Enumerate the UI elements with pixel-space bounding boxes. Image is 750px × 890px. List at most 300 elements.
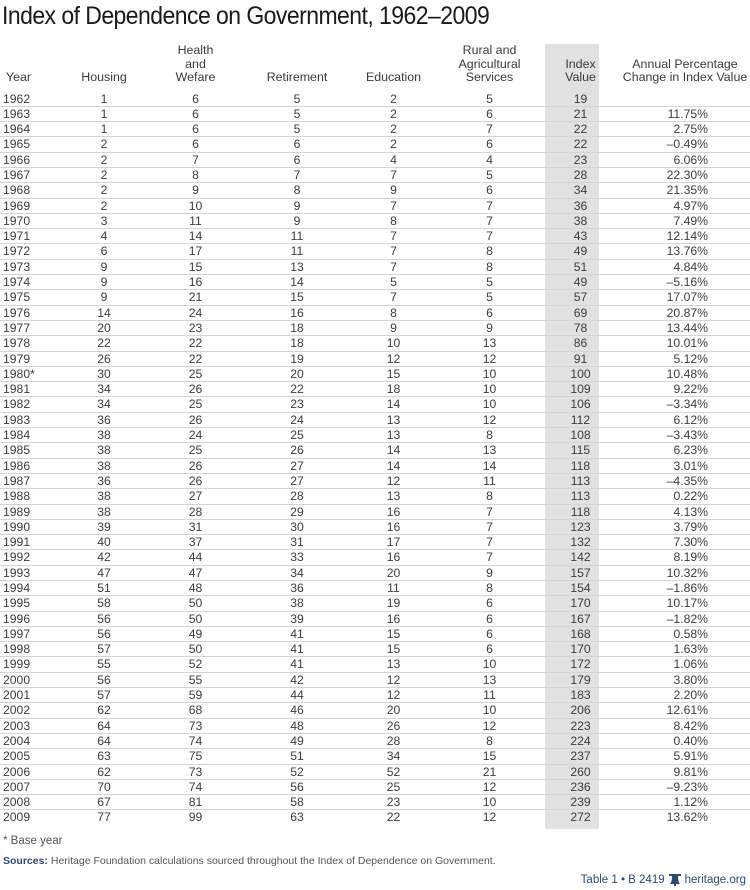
cell-health-welfare: 16 xyxy=(146,275,245,290)
cell-index-value: 223 xyxy=(541,718,620,733)
cell-year: 2003 xyxy=(0,718,62,733)
cell-retirement: 19 xyxy=(245,351,349,366)
cell-retirement: 29 xyxy=(245,504,349,519)
cell-rural-agricultural: 7 xyxy=(438,519,541,534)
cell-index-value: 154 xyxy=(541,581,620,596)
cell-education: 20 xyxy=(349,703,438,718)
cell-education: 2 xyxy=(349,106,438,121)
cell-rural-agricultural: 11 xyxy=(438,473,541,488)
cell-annual-change: –4.35% xyxy=(620,473,750,488)
cell-health-welfare: 6 xyxy=(146,137,245,152)
cell-year: 1975 xyxy=(0,290,62,305)
table-row xyxy=(0,305,750,320)
cell-housing: 67 xyxy=(62,795,146,810)
cell-annual-change: 5.91% xyxy=(620,749,750,764)
cell-education: 13 xyxy=(349,428,438,443)
cell-health-welfare: 68 xyxy=(146,703,245,718)
cell-health-welfare: 9 xyxy=(146,183,245,198)
table-row xyxy=(0,535,750,550)
cell-year: 1963 xyxy=(0,106,62,121)
cell-index-value: 224 xyxy=(541,733,620,748)
table-row xyxy=(0,412,750,427)
cell-health-welfare: 37 xyxy=(146,535,245,550)
cell-rural-agricultural: 21 xyxy=(438,764,541,779)
cell-index-value: 170 xyxy=(541,596,620,611)
cell-retirement: 51 xyxy=(245,749,349,764)
cell-health-welfare: 8 xyxy=(146,167,245,182)
cell-year: 2000 xyxy=(0,672,62,687)
cell-education: 5 xyxy=(349,275,438,290)
cell-rural-agricultural: 13 xyxy=(438,336,541,351)
cell-index-value: 168 xyxy=(541,626,620,641)
cell-health-welfare: 99 xyxy=(188,810,203,825)
cell-housing: 57 xyxy=(62,688,146,703)
cell-health-welfare: 22 xyxy=(146,336,245,351)
cell-retirement: 5 xyxy=(245,122,349,137)
cell-health-welfare: 6 xyxy=(146,92,245,107)
cell-health-welfare: 25 xyxy=(146,443,245,458)
cell-index-value: 21 xyxy=(541,106,620,121)
cell-year: 1971 xyxy=(0,229,62,244)
table-row xyxy=(0,336,750,351)
cell-health-welfare: 52 xyxy=(146,657,245,672)
table-row xyxy=(0,106,750,121)
cell-rural-agricultural: 12 xyxy=(438,779,541,794)
cell-education: 14 xyxy=(349,397,438,412)
cell-health-welfare: 17 xyxy=(146,244,245,259)
cell-index-value: 260 xyxy=(541,764,620,779)
cell-health-welfare: 10 xyxy=(146,198,245,213)
cell-retirement: 49 xyxy=(245,733,349,748)
cell-year: 2009 xyxy=(3,810,31,825)
cell-index-value: 23 xyxy=(541,152,620,167)
cell-retirement: 31 xyxy=(245,535,349,550)
table-row xyxy=(0,779,750,794)
col-header-rural-agricultural: Rural and Agricultural Services xyxy=(458,43,521,84)
cell-education: 14 xyxy=(349,443,438,458)
cell-index-value: 109 xyxy=(541,382,620,397)
cell-rural-agricultural: 10 xyxy=(438,657,541,672)
cell-index-value: 86 xyxy=(541,336,620,351)
table-reference: Table 1 • B 2419 xyxy=(580,874,665,886)
cell-annual-change: 0.40% xyxy=(620,733,750,748)
cell-health-welfare: 49 xyxy=(146,626,245,641)
table-row xyxy=(0,259,750,274)
table-row xyxy=(0,688,750,703)
cell-housing: 38 xyxy=(62,458,146,473)
cell-index-value: 100 xyxy=(541,366,620,381)
cell-housing: 63 xyxy=(62,749,146,764)
cell-retirement: 38 xyxy=(245,596,349,611)
cell-retirement: 41 xyxy=(245,642,349,657)
cell-education: 9 xyxy=(349,320,438,335)
cell-housing: 57 xyxy=(62,642,146,657)
cell-rural-agricultural: 8 xyxy=(438,581,541,596)
cell-rural-agricultural: 10 xyxy=(438,703,541,718)
base-year-note: * Base year xyxy=(3,835,63,847)
cell-annual-change: 13.62% xyxy=(666,810,708,825)
table-row xyxy=(0,198,750,213)
cell-annual-change: 10.32% xyxy=(620,565,750,580)
cell-health-welfare: 15 xyxy=(146,259,245,274)
cell-rural-agricultural: 10 xyxy=(438,795,541,810)
cell-annual-change: 7.49% xyxy=(620,213,750,228)
col-header-education: Education xyxy=(365,70,422,84)
cell-annual-change: –1.82% xyxy=(620,611,750,626)
cell-annual-change: 0.58% xyxy=(620,626,750,641)
cell-health-welfare: 75 xyxy=(146,749,245,764)
cell-annual-change: 5.12% xyxy=(620,351,750,366)
cell-health-welfare: 21 xyxy=(146,290,245,305)
cell-year: 1967 xyxy=(0,167,62,182)
cell-annual-change: 12.61% xyxy=(620,703,750,718)
cell-annual-change: 11.75% xyxy=(620,106,750,121)
cell-rural-agricultural: 7 xyxy=(438,122,541,137)
cell-year: 1974 xyxy=(0,275,62,290)
cell-rural-agricultural: 12 xyxy=(438,412,541,427)
cell-year: 2002 xyxy=(0,703,62,718)
table-row xyxy=(0,167,750,182)
cell-education: 23 xyxy=(349,795,438,810)
cell-education: 7 xyxy=(349,198,438,213)
cell-index-value: 51 xyxy=(541,259,620,274)
table-row xyxy=(0,596,750,611)
cell-rural-agricultural: 5 xyxy=(438,92,541,107)
cell-annual-change: 21.35% xyxy=(620,183,750,198)
cell-year: 1998 xyxy=(0,642,62,657)
cell-education: 7 xyxy=(349,229,438,244)
cell-retirement: 25 xyxy=(245,428,349,443)
table-row xyxy=(0,320,750,335)
cell-education: 11 xyxy=(349,581,438,596)
cell-education: 2 xyxy=(349,122,438,137)
cell-health-welfare: 74 xyxy=(146,733,245,748)
cell-year: 1985 xyxy=(0,443,62,458)
table-row xyxy=(0,229,750,244)
cell-rural-agricultural: 7 xyxy=(438,213,541,228)
cell-year: 2004 xyxy=(0,733,62,748)
table-row xyxy=(0,92,750,107)
cell-retirement: 22 xyxy=(245,382,349,397)
cell-rural-agricultural: 13 xyxy=(438,672,541,687)
cell-year: 1981 xyxy=(0,382,62,397)
cell-education: 16 xyxy=(349,504,438,519)
cell-education: 26 xyxy=(349,718,438,733)
cell-index-value: 91 xyxy=(541,351,620,366)
cell-housing: 36 xyxy=(62,473,146,488)
cell-index-value: 43 xyxy=(541,229,620,244)
cell-index-value: 49 xyxy=(541,275,620,290)
cell-annual-change: 1.12% xyxy=(620,795,750,810)
table-row xyxy=(0,428,750,443)
cell-health-welfare: 50 xyxy=(146,611,245,626)
cell-housing: 1 xyxy=(62,92,146,107)
cell-housing: 62 xyxy=(62,703,146,718)
table-row xyxy=(0,366,750,381)
cell-retirement: 16 xyxy=(245,305,349,320)
cell-annual-change: 2.20% xyxy=(620,688,750,703)
cell-health-welfare: 6 xyxy=(146,106,245,121)
table-row xyxy=(0,489,750,504)
cell-rural-agricultural: 6 xyxy=(438,611,541,626)
cell-index-value: 167 xyxy=(541,611,620,626)
cell-retirement: 27 xyxy=(245,473,349,488)
cell-index-value: 206 xyxy=(541,703,620,718)
cell-rural-agricultural: 6 xyxy=(438,305,541,320)
cell-year: 1982 xyxy=(0,397,62,412)
cell-housing: 2 xyxy=(62,167,146,182)
cell-year: 1973 xyxy=(0,259,62,274)
cell-education: 22 xyxy=(386,810,401,825)
cell-housing: 1 xyxy=(62,106,146,121)
table-row xyxy=(0,626,750,641)
cell-health-welfare: 25 xyxy=(146,366,245,381)
table-row xyxy=(0,443,750,458)
cell-health-welfare: 23 xyxy=(146,320,245,335)
cell-education: 16 xyxy=(349,519,438,534)
cell-rural-agricultural: 8 xyxy=(438,259,541,274)
table-row xyxy=(0,244,750,259)
cell-annual-change: 22.30% xyxy=(620,167,750,182)
cell-housing: 9 xyxy=(62,259,146,274)
table-row xyxy=(0,183,750,198)
cell-retirement: 30 xyxy=(245,519,349,534)
cell-year: 1997 xyxy=(0,626,62,641)
cell-retirement: 11 xyxy=(245,244,349,259)
cell-education: 13 xyxy=(349,657,438,672)
sources-note xyxy=(3,855,496,867)
cell-year: 2001 xyxy=(0,688,62,703)
cell-health-welfare: 24 xyxy=(146,305,245,320)
cell-annual-change: –5.16% xyxy=(620,275,750,290)
cell-health-welfare: 22 xyxy=(146,351,245,366)
cell-retirement: 7 xyxy=(245,167,349,182)
cell-health-welfare: 55 xyxy=(146,672,245,687)
cell-year: 1968 xyxy=(0,183,62,198)
cell-annual-change: 17.07% xyxy=(620,290,750,305)
cell-year: 1979 xyxy=(0,351,62,366)
cell-education: 17 xyxy=(349,535,438,550)
cell-rural-agricultural: 12 xyxy=(438,351,541,366)
cell-annual-change: –3.34% xyxy=(620,397,750,412)
cell-rural-agricultural: 8 xyxy=(438,733,541,748)
cell-health-welfare: 48 xyxy=(146,581,245,596)
cell-rural-agricultural: 8 xyxy=(438,428,541,443)
cell-housing: 77 xyxy=(97,810,111,825)
cell-index-value: 22 xyxy=(541,137,620,152)
cell-retirement: 52 xyxy=(245,764,349,779)
cell-retirement: 28 xyxy=(245,489,349,504)
cell-rural-agricultural: 6 xyxy=(438,642,541,657)
table-row xyxy=(0,749,750,764)
cell-year: 1991 xyxy=(0,535,62,550)
cell-education: 34 xyxy=(349,749,438,764)
table-row xyxy=(0,718,750,733)
cell-year: 1986 xyxy=(0,458,62,473)
cell-education: 14 xyxy=(349,458,438,473)
cell-health-welfare: 73 xyxy=(146,764,245,779)
cell-housing: 20 xyxy=(62,320,146,335)
table-row xyxy=(0,504,750,519)
cell-year: 1980* xyxy=(0,366,62,381)
cell-annual-change: 4.84% xyxy=(620,259,750,274)
cell-rural-agricultural: 6 xyxy=(438,626,541,641)
cell-retirement: 46 xyxy=(245,703,349,718)
table-row xyxy=(0,672,750,687)
table-title: Index of Dependence on Government, 1962–2009 xyxy=(2,2,490,30)
cell-index-value: 38 xyxy=(541,213,620,228)
cell-health-welfare: 74 xyxy=(146,779,245,794)
cell-rural-agricultural: 8 xyxy=(438,244,541,259)
cell-housing: 42 xyxy=(62,550,146,565)
cell-year: 1993 xyxy=(0,565,62,580)
cell-annual-change: –0.49% xyxy=(620,137,750,152)
cell-rural-agricultural: 6 xyxy=(438,596,541,611)
cell-housing: 36 xyxy=(62,412,146,427)
cell-education: 15 xyxy=(349,642,438,657)
cell-index-value: 106 xyxy=(541,397,620,412)
cell-index-value: 157 xyxy=(541,565,620,580)
cell-annual-change: 3.80% xyxy=(620,672,750,687)
cell-year: 1969 xyxy=(0,198,62,213)
cell-rural-agricultural: 12 xyxy=(438,718,541,733)
cell-education: 9 xyxy=(349,183,438,198)
table-row xyxy=(0,275,750,290)
table-row xyxy=(0,764,750,779)
cell-annual-change: –9.23% xyxy=(620,779,750,794)
cell-housing: 1 xyxy=(62,122,146,137)
cell-health-welfare: 14 xyxy=(146,229,245,244)
cell-retirement: 41 xyxy=(245,657,349,672)
cell-annual-change xyxy=(620,92,750,107)
table-row xyxy=(0,550,750,565)
cell-rural-agricultural: 11 xyxy=(438,688,541,703)
table-row xyxy=(0,565,750,580)
cell-housing: 4 xyxy=(62,229,146,244)
cell-retirement: 56 xyxy=(245,779,349,794)
table-row xyxy=(0,122,750,137)
cell-retirement: 14 xyxy=(245,275,349,290)
cell-housing: 38 xyxy=(62,489,146,504)
cell-index-value: 272 xyxy=(570,810,591,825)
cell-year: 1972 xyxy=(0,244,62,259)
cell-index-value: 170 xyxy=(541,642,620,657)
cell-health-welfare: 26 xyxy=(146,473,245,488)
cell-retirement: 63 xyxy=(290,810,304,825)
cell-education: 8 xyxy=(349,213,438,228)
cell-year: 2007 xyxy=(0,779,62,794)
cell-rural-agricultural: 8 xyxy=(438,489,541,504)
cell-housing: 9 xyxy=(62,275,146,290)
cell-health-welfare: 50 xyxy=(146,642,245,657)
cell-housing: 56 xyxy=(62,672,146,687)
cell-index-value: 36 xyxy=(541,198,620,213)
cell-education: 20 xyxy=(349,565,438,580)
table-row xyxy=(0,519,750,534)
cell-index-value: 28 xyxy=(541,167,620,182)
table-row xyxy=(0,581,750,596)
cell-year: 1996 xyxy=(0,611,62,626)
cell-education: 2 xyxy=(349,92,438,107)
heritage-link[interactable]: heritage.org xyxy=(684,874,746,886)
cell-health-welfare: 47 xyxy=(146,565,245,580)
cell-annual-change: 10.17% xyxy=(620,596,750,611)
cell-rural-agricultural: 12 xyxy=(482,810,497,825)
cell-annual-change: 0.22% xyxy=(620,489,750,504)
cell-rural-agricultural: 10 xyxy=(438,366,541,381)
cell-year: 1984 xyxy=(0,428,62,443)
cell-education: 8 xyxy=(349,305,438,320)
cell-education: 2 xyxy=(349,137,438,152)
cell-education: 28 xyxy=(349,733,438,748)
cell-rural-agricultural: 13 xyxy=(438,443,541,458)
cell-index-value: 183 xyxy=(541,688,620,703)
cell-housing: 30 xyxy=(62,366,146,381)
cell-health-welfare: 25 xyxy=(146,397,245,412)
cell-rural-agricultural: 7 xyxy=(438,198,541,213)
cell-education: 12 xyxy=(349,473,438,488)
header-row xyxy=(0,44,750,92)
cell-annual-change: 4.97% xyxy=(620,198,750,213)
cell-index-value: 142 xyxy=(541,550,620,565)
cell-year: 1989 xyxy=(0,504,62,519)
cell-housing: 62 xyxy=(62,764,146,779)
cell-health-welfare: 28 xyxy=(146,504,245,519)
cell-index-value: 19 xyxy=(541,92,620,107)
cell-education: 7 xyxy=(349,259,438,274)
cell-year: 1994 xyxy=(0,581,62,596)
liberty-bell-icon xyxy=(669,874,681,886)
cell-retirement: 24 xyxy=(245,412,349,427)
cell-housing: 14 xyxy=(62,305,146,320)
cell-education: 15 xyxy=(349,366,438,381)
table-row xyxy=(0,703,750,718)
cell-education: 52 xyxy=(349,764,438,779)
cell-year: 1977 xyxy=(0,320,62,335)
cell-health-welfare: 24 xyxy=(146,428,245,443)
table-row xyxy=(0,733,750,748)
cell-year: 1976 xyxy=(0,305,62,320)
cell-housing: 47 xyxy=(62,565,146,580)
cell-retirement: 15 xyxy=(245,290,349,305)
cell-housing: 40 xyxy=(62,535,146,550)
cell-index-value: 78 xyxy=(541,320,620,335)
cell-retirement: 20 xyxy=(245,366,349,381)
cell-retirement: 9 xyxy=(245,198,349,213)
footer-credit xyxy=(581,874,746,886)
cell-health-welfare: 11 xyxy=(146,213,245,228)
cell-retirement: 5 xyxy=(245,106,349,121)
cell-retirement: 8 xyxy=(245,183,349,198)
cell-index-value: 239 xyxy=(541,795,620,810)
cell-education: 13 xyxy=(349,489,438,504)
cell-housing: 26 xyxy=(62,351,146,366)
cell-housing: 58 xyxy=(62,596,146,611)
cell-health-welfare: 73 xyxy=(146,718,245,733)
cell-rural-agricultural: 9 xyxy=(438,565,541,580)
cell-housing: 2 xyxy=(62,137,146,152)
table-row xyxy=(0,290,750,305)
cell-health-welfare: 26 xyxy=(146,382,245,397)
cell-housing: 38 xyxy=(62,428,146,443)
cell-index-value: 22 xyxy=(541,122,620,137)
cell-education: 16 xyxy=(349,550,438,565)
cell-annual-change: 2.75% xyxy=(620,122,750,137)
cell-rural-agricultural: 7 xyxy=(438,504,541,519)
cell-rural-agricultural: 6 xyxy=(438,137,541,152)
cell-annual-change: 10.48% xyxy=(620,366,750,381)
cell-year: 2006 xyxy=(0,764,62,779)
